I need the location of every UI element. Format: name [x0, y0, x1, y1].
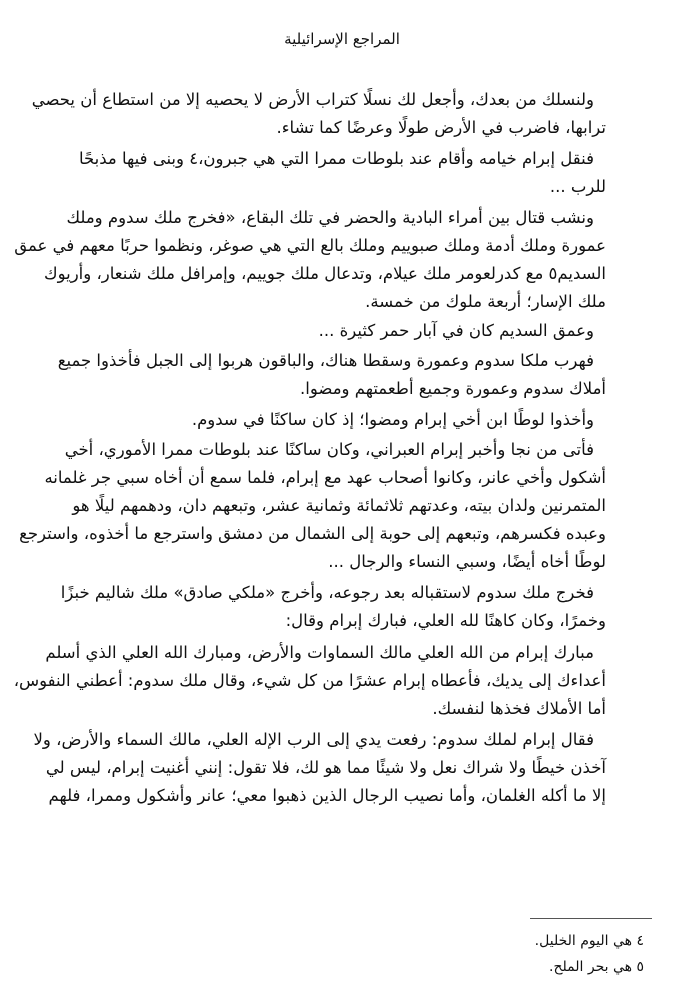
text-line: فهرب ملكا سدوم وعمورة وسقطا هناك، والباقون هربوا إلى الجبل فأخذوا جميع [57, 351, 594, 370]
text-line: ونشب قتال بين أمراء البادية والحضر في تلك البقاع، «فخرج ملك سدوم وملك [66, 208, 594, 227]
running-header: المراجع الإسرائيلية [284, 30, 400, 48]
text-line: أما الأملاك فخذها لنفسك. [432, 699, 606, 718]
text-line: لوطًا أخاه أيضًا، وسبي النساء والرجال ... [328, 552, 606, 571]
text-line: آخذن خيطًا ولا شراك نعل ولا شيئًا مما هو لك، فلا تقول: إنني أغنيت إبرام، ليس لي [45, 758, 606, 777]
text-line: وخمرًا، وكان كاهنًا لله العلي، فبارك إبرام وقال: [285, 611, 606, 630]
text-line: فأتى من نجا وأخبر إبرام العبراني، وكان ساكنًا عند بلوطات ممرا الأموري، أخي [64, 440, 594, 459]
text-line: المتمرنين ولدان بيته، وعدتهم ثلاثمائة وثمانية عشر، وتبعهم دان، ودهمهم ليلًا هو [72, 496, 606, 515]
text-line: فقال إبرام لملك سدوم: رفعت يدي إلى الرب الإله العلي، مالك السماء والأرض، ولا [33, 730, 594, 749]
footnote: ٥ هي بحر الملح. [549, 959, 644, 975]
text-line: ملك الإسار؛ أربعة ملوك من خمسة. [365, 292, 606, 311]
text-line: السديم٥ مع كدرلعومر ملك عيلام، وتدعال ملك جوييم، وإمرافل ملك شنعار، وأريوك [43, 264, 606, 283]
text-line: فنقل إبرام خيامه وأقام عند بلوطات ممرا التي هي جبرون،٤ وبنى فيها مذبحًا [78, 149, 594, 168]
text-line: وعبده فكسرهم، وتبعهم إلى حوبة إلى الشمال من دمشق واسترجع ما أخذوه، واسترجع [19, 524, 606, 543]
text-line: ترابها، فاضرب في الأرض طولًا وعرضًا كما تشاء. [276, 118, 606, 137]
text-line: أشكول وأخي عانر، وكانوا أصحاب عهد مع إبرام، فلما سمع أن أخاه سبي جر غلمانه [44, 468, 606, 487]
text-line: إلا ما أكله الغلمان، وأما نصيب الرجال الذين ذهبوا معي؛ عانر وأشكول وممرا، فلهم [48, 786, 606, 805]
text-line: ولنسلك من بعدك، وأجعل لك نسلًا كتراب الأرض لا يحصيه إلا من استطاع أن يحصي [31, 90, 594, 109]
text-line: وأخذوا لوطًا ابن أخي إبرام ومضوا؛ إذ كان ساكنًا في سدوم. [191, 410, 594, 429]
footnotes [535, 928, 644, 980]
text-line: أعداءك إلى يديك، فأعطاه إبرام عشرًا من كل شيء، وقال ملك سدوم: أعطني النفوس، [13, 671, 606, 690]
text-line: مبارك إبرام من الله العلي مالك السماوات والأرض، ومبارك الله العلي الذي أسلم [45, 643, 594, 662]
text-line: للرب ... [549, 177, 606, 196]
text-line: عمورة وملك أدمة وملك صبوييم وملك بالع التي هي صوغر، ونظموا حربًا معهم في عمق [14, 236, 606, 255]
footnote-divider [530, 918, 652, 919]
text-line: أملاك سدوم وعمورة وجميع أطعمتهم ومضوا. [300, 379, 606, 398]
text-line: وعمق السديم كان في آبار حمر كثيرة ... [318, 321, 594, 340]
text-line: فخرج ملك سدوم لاستقباله بعد رجوعه، وأخرج «ملكي صادق» ملك شاليم خبزًا [60, 583, 594, 602]
footnote: ٤ هي اليوم الخليل. [534, 933, 644, 949]
